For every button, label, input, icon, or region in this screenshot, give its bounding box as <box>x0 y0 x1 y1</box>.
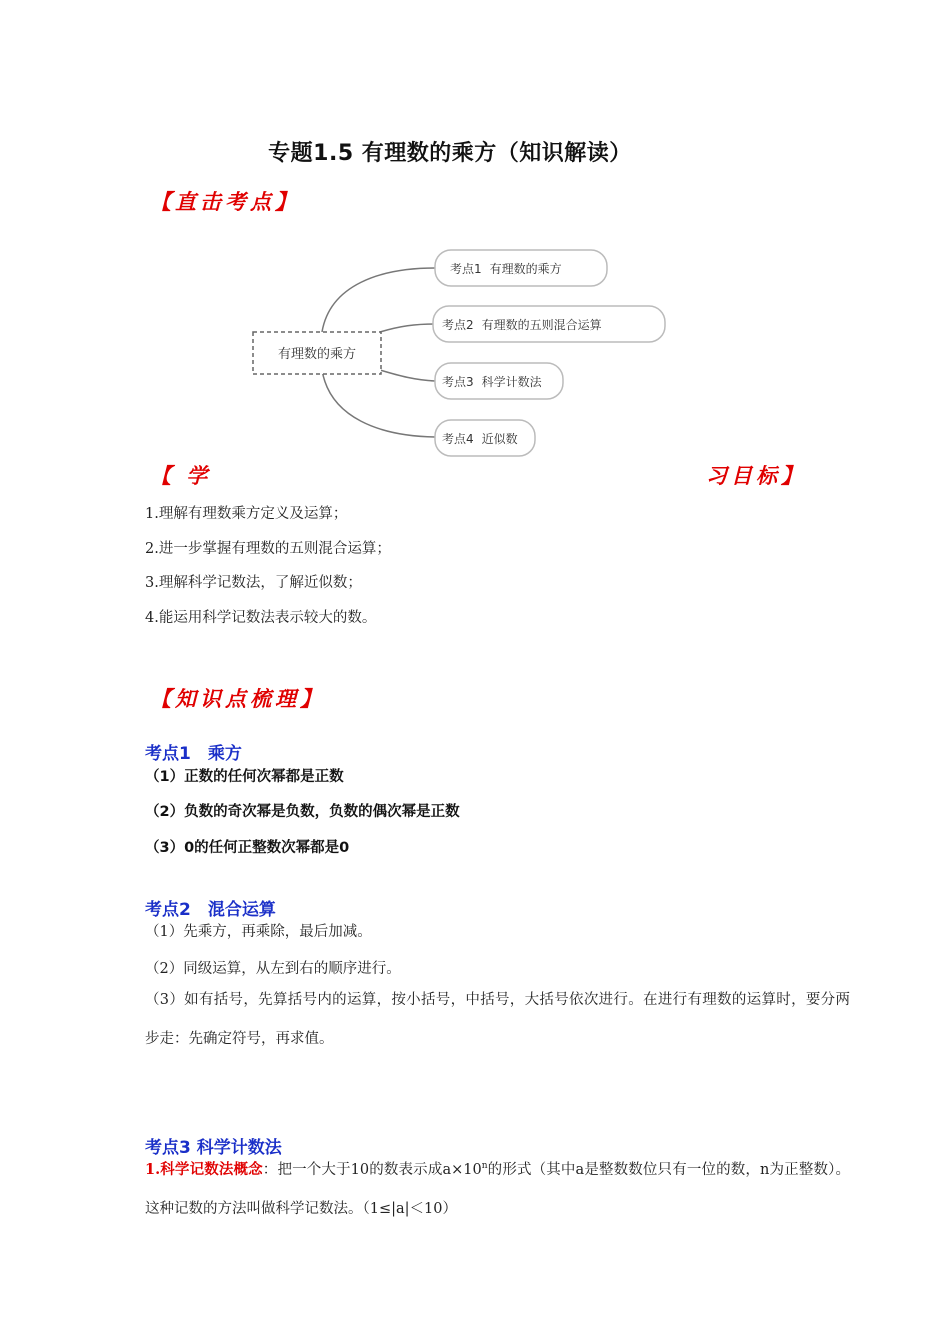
branch-3-num: 考点3 <box>442 375 474 389</box>
branch-4-label: 近似数 <box>481 432 518 446</box>
kp3-label: 1.科学记数法概念 <box>145 1160 263 1178</box>
svg-text:考点1有理数的乘方 <box>450 261 562 276</box>
mind-map-center-label: 有理数的乘方 <box>277 347 357 362</box>
kp2-item-2: （2）同级运算，从左到右的顺序进行。 <box>145 961 401 977</box>
branch-2-label: 有理数的五则混合运算 <box>481 318 602 332</box>
kp1-item-3: （3）0的任何正整数次幂都是0 <box>145 840 350 856</box>
goal-item-1: 1.理解有理数乘方定义及运算； <box>145 506 348 522</box>
kp3-heading: 考点3 科学计数法 <box>145 1138 282 1158</box>
goal-item-2: 2.进一步掌握有理数的五则混合运算； <box>145 541 391 557</box>
kp3-paragraph <box>145 1147 850 1229</box>
section-heading-knowledge: 【知识点梳理】 <box>150 686 325 711</box>
kp1-item-1: （1）正数的任何次幂都是正数 <box>145 769 344 785</box>
section-heading-key-points: 【直击考点】 <box>150 189 300 214</box>
kp2-item-1: （1）先乘方，再乘除，最后加减。 <box>145 924 372 940</box>
goal-item-4: 4.能运用科学记数法表示较大的数。 <box>145 610 377 626</box>
goal-item-3: 3.理解科学记数法，了解近似数； <box>145 575 362 591</box>
mind-map <box>240 240 690 465</box>
branch-4-num: 考点4 <box>442 432 474 446</box>
kp3-sup: n <box>481 1161 488 1171</box>
svg-text:考点3科学计数法 <box>442 374 543 389</box>
kp1-item-2: （2）负数的奇次幂是负数，负数的偶次幂是正数 <box>145 804 460 820</box>
kp2-heading: 考点2 混合运算 <box>145 900 276 920</box>
branch-1-label: 有理数的乘方 <box>489 262 562 276</box>
kp1-heading: 考点1 乘方 <box>145 744 242 764</box>
kp2-item-3: （3）如有括号，先算括号内的运算，按小括号，中括号，大括号依次进行。在进行有理数的运算时，要分两步走：先确定符号，再求值。 <box>145 992 850 1047</box>
branch-3-label: 科学计数法 <box>481 375 542 389</box>
branch-2-num: 考点2 <box>442 318 474 332</box>
branch-1-num: 考点1 <box>450 262 482 276</box>
svg-text:考点2有理数的五则混合运算 <box>442 317 602 332</box>
section-heading-goals-left: 【 学 <box>150 463 212 488</box>
section-heading-goals-right: 习目标】 <box>706 463 806 488</box>
kp3-text-before: ：把一个大于10的数表示成a×10 <box>262 1161 482 1178</box>
kp3-text-after: 的形式（其中a是整数数位只有一位的数，n为正整数）。这种记数的方法叫做科学记数法。（1≤|a|＜10） <box>145 1161 851 1217</box>
page-title: 专题1.5 有理数的乘方（知识解读） <box>268 141 632 166</box>
